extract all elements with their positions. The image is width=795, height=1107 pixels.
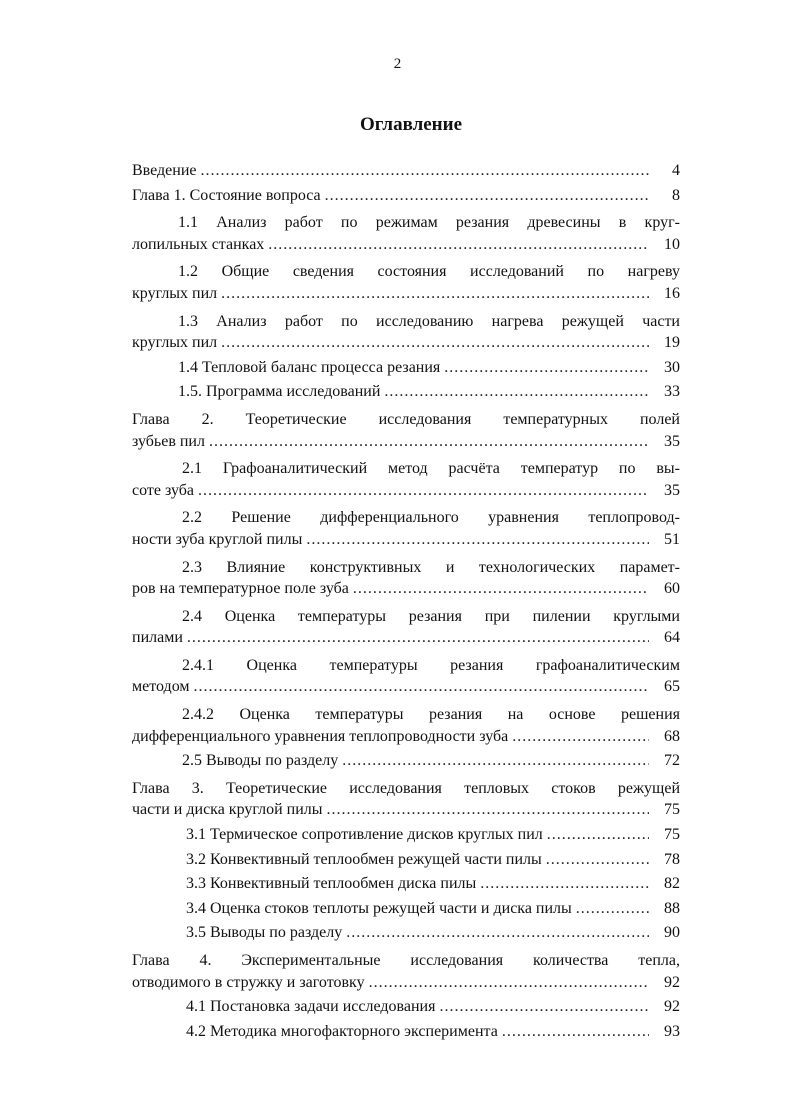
toc-entry-3-5[interactable] bbox=[132, 924, 680, 949]
dot-leader bbox=[268, 236, 649, 254]
toc-entry-3-3[interactable] bbox=[132, 875, 680, 900]
toc-entry-page: 68 bbox=[664, 727, 680, 745]
page-number: 2 bbox=[393, 56, 402, 72]
toc-entry-label: круглых пил bbox=[132, 284, 218, 302]
dot-leader bbox=[512, 728, 649, 746]
toc-entry-intro[interactable] bbox=[132, 162, 680, 187]
toc-entry-1-5[interactable] bbox=[132, 383, 680, 408]
toc-entry-page: 30 bbox=[664, 358, 680, 376]
toc-entry-page: 33 bbox=[664, 383, 680, 401]
toc-entry-page: 51 bbox=[664, 530, 680, 548]
toc-entry-page: 60 bbox=[664, 580, 680, 598]
toc-entry-2-5[interactable] bbox=[132, 752, 680, 777]
toc-entry-label: 3.4 Оценка стоков теплоты режущей части и диска пилы bbox=[186, 899, 572, 917]
toc-entry-label: 2.5 Выводы по разделу bbox=[182, 752, 339, 770]
toc-entry-2-1-line1[interactable]: 2.1 Графоаналитический метод расчёта температур по вы- bbox=[182, 460, 680, 478]
dot-leader bbox=[221, 285, 649, 303]
toc-entry-1-4[interactable] bbox=[132, 359, 680, 384]
toc-entry-label: части и диска круглой пилы bbox=[132, 801, 323, 819]
toc-entry-label: Глава 1. Состояние вопроса bbox=[132, 186, 321, 204]
toc-entry-page: 92 bbox=[664, 998, 680, 1016]
toc-entry-3-1[interactable] bbox=[132, 826, 680, 851]
toc-entry-label: отводимого в стружку и заготовку bbox=[132, 973, 365, 991]
toc-entry-chapter-3-line1[interactable]: Глава 3. Теоретические исследования тепловых стоков режущей bbox=[132, 779, 680, 797]
toc-entry-2-4-line1[interactable]: 2.4 Оценка температуры резания при пилении круглыми bbox=[182, 607, 680, 625]
dot-leader bbox=[439, 998, 649, 1016]
toc-entry-label: ности зуба круглой пилы bbox=[132, 530, 303, 548]
toc-entry-label: пилами bbox=[132, 629, 183, 647]
table-of-contents bbox=[132, 162, 680, 1047]
dot-leader bbox=[546, 851, 649, 869]
toc-entry-2-4-2[interactable] bbox=[132, 728, 680, 753]
toc-entry-2-1[interactable] bbox=[132, 482, 680, 507]
toc-entry-page: 75 bbox=[664, 826, 680, 844]
toc-entry-page: 93 bbox=[664, 1022, 680, 1040]
toc-entry-label: круглых пил bbox=[132, 334, 218, 352]
toc-entry-label: 3.1 Термическое сопротивление дисков круглых пил bbox=[186, 826, 543, 844]
toc-entry-page: 8 bbox=[672, 186, 680, 204]
toc-title: Оглавление bbox=[359, 114, 463, 135]
toc-entry-label: 3.3 Конвективный теплообмен диска пилы bbox=[186, 875, 477, 893]
toc-entry-label: соте зуба bbox=[132, 481, 194, 499]
toc-entry-page: 90 bbox=[664, 924, 680, 942]
toc-entry-page: 35 bbox=[664, 432, 680, 450]
toc-entry-label: 1.5. Программа исследований bbox=[178, 383, 381, 401]
dot-leader bbox=[502, 1023, 649, 1041]
toc-entry-page: 65 bbox=[664, 678, 680, 696]
dot-leader bbox=[327, 801, 649, 819]
toc-entry-page: 92 bbox=[664, 973, 680, 991]
dot-leader bbox=[346, 924, 649, 942]
toc-entry-chapter-2[interactable] bbox=[132, 433, 680, 458]
dot-leader bbox=[198, 482, 649, 500]
dot-leader bbox=[201, 162, 650, 180]
toc-entry-2-4[interactable] bbox=[132, 629, 680, 654]
dot-leader bbox=[194, 678, 649, 696]
dot-leader bbox=[353, 580, 649, 598]
toc-entry-page: 88 bbox=[664, 899, 680, 917]
dot-leader bbox=[444, 359, 649, 377]
toc-entry-page: 10 bbox=[664, 235, 680, 253]
toc-entry-page: 16 bbox=[664, 284, 680, 302]
toc-entry-page: 78 bbox=[664, 850, 680, 868]
toc-entry-1-1[interactable] bbox=[132, 236, 680, 261]
toc-entry-page: 82 bbox=[664, 875, 680, 893]
toc-entry-label: 4.2 Методика многофакторного эксперимента bbox=[186, 1022, 498, 1040]
toc-entry-1-2[interactable] bbox=[132, 285, 680, 310]
toc-entry-label: дифференциального уравнения теплопроводности зуба bbox=[132, 727, 509, 745]
dot-leader bbox=[369, 974, 649, 992]
toc-entry-2-3-line1[interactable]: 2.3 Влияние конструктивных и технологических парамет- bbox=[182, 558, 680, 576]
dot-leader bbox=[576, 900, 649, 918]
toc-entry-1-2-line1[interactable]: 1.2 Общие сведения состояния исследований по нагреву bbox=[178, 263, 680, 281]
toc-entry-label: зубьев пил bbox=[132, 432, 205, 450]
toc-entry-2-4-2-line1[interactable]: 2.4.2 Оценка температуры резания на основе решения bbox=[182, 706, 680, 724]
dot-leader bbox=[187, 629, 649, 647]
toc-entry-2-2[interactable] bbox=[132, 531, 680, 556]
toc-entry-4-1[interactable] bbox=[132, 998, 680, 1023]
toc-entry-1-1-line1[interactable]: 1.1 Анализ работ по режимам резания древесины в круг- bbox=[178, 214, 680, 232]
toc-entry-label: методом bbox=[132, 678, 190, 696]
toc-entry-page: 72 bbox=[664, 752, 680, 770]
dot-leader bbox=[209, 433, 649, 451]
toc-entry-label: ров на температурное поле зуба bbox=[132, 580, 349, 598]
toc-entry-3-4[interactable] bbox=[132, 900, 680, 925]
toc-entry-chapter-3[interactable] bbox=[132, 801, 680, 826]
toc-entry-2-3[interactable] bbox=[132, 580, 680, 605]
toc-entry-chapter-4-line1[interactable]: Глава 4. Экспериментальные исследования количества тепла, bbox=[132, 952, 680, 969]
toc-entry-chapter-2-line1[interactable]: Глава 2. Теоретические исследования температурных полей bbox=[132, 410, 680, 428]
dot-leader bbox=[384, 383, 649, 401]
toc-entry-page: 64 bbox=[664, 629, 680, 647]
toc-entry-1-3[interactable] bbox=[132, 334, 680, 359]
toc-entry-label: 3.2 Конвективный теплообмен режущей части пилы bbox=[186, 850, 542, 868]
dot-leader bbox=[221, 334, 649, 352]
toc-entry-chapter-1[interactable] bbox=[132, 187, 680, 212]
toc-entry-3-2[interactable] bbox=[132, 851, 680, 876]
toc-entry-1-3-line1[interactable]: 1.3 Анализ работ по исследованию нагрева режущей части bbox=[178, 312, 680, 330]
toc-entry-page: 4 bbox=[672, 162, 680, 179]
toc-entry-2-2-line1[interactable]: 2.2 Решение дифференциального уравнения теплопровод- bbox=[182, 509, 680, 527]
dot-leader bbox=[325, 187, 649, 205]
toc-entry-label: 4.1 Постановка задачи исследования bbox=[186, 998, 436, 1016]
toc-entry-4-2[interactable] bbox=[132, 1023, 680, 1048]
dot-leader bbox=[342, 752, 649, 770]
dot-leader bbox=[306, 531, 649, 549]
toc-entry-page: 19 bbox=[664, 334, 680, 352]
toc-entry-label: 3.5 Выводы по разделу bbox=[186, 924, 343, 942]
toc-entry-label: лопильных станках bbox=[132, 235, 265, 253]
toc-entry-chapter-4[interactable] bbox=[132, 974, 680, 999]
toc-entry-label: Введение bbox=[132, 162, 197, 179]
dot-leader bbox=[480, 875, 649, 893]
toc-entry-page: 35 bbox=[664, 481, 680, 499]
toc-entry-label: 1.4 Тепловой баланс процесса резания bbox=[178, 358, 441, 376]
dot-leader bbox=[547, 826, 649, 844]
toc-entry-page: 75 bbox=[664, 801, 680, 819]
toc-entry-2-4-1-line1[interactable]: 2.4.1 Оценка температуры резания графоаналитическим bbox=[182, 656, 680, 674]
toc-entry-2-4-1[interactable] bbox=[132, 678, 680, 703]
